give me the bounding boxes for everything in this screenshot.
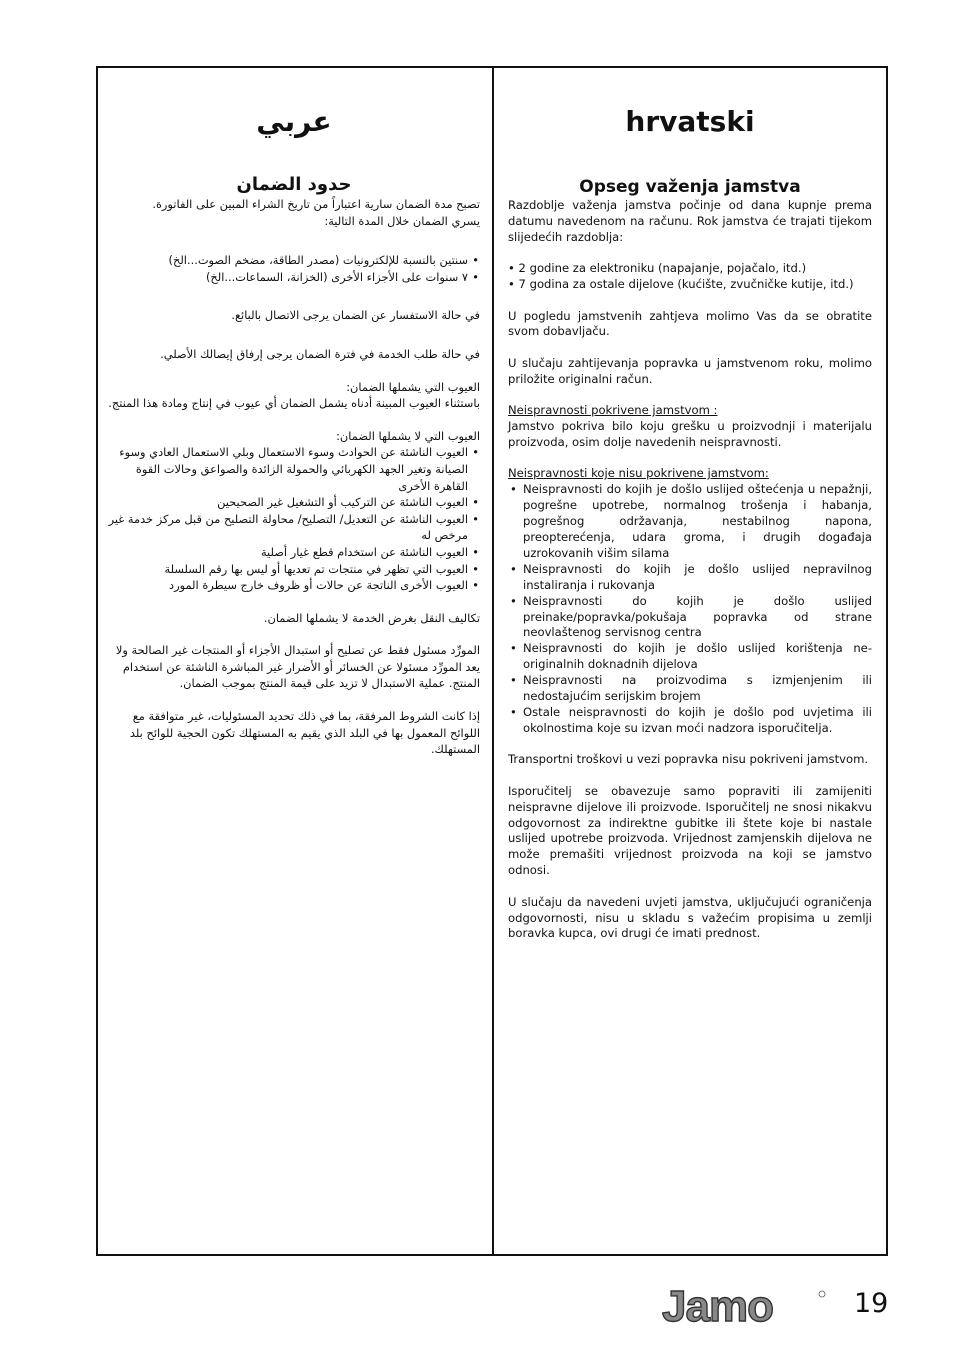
bullet-icon: • [508,277,519,292]
croatian-section-title: Opseg važenja jamstva [579,177,801,197]
croatian-receipt: U slučaju zahtijevanja popravka u jamstvenom roku, molimo priložite originalni račun. [508,355,872,386]
arabic-section-title: حدود الضمان [236,174,352,195]
croatian-covered-heading: Neispravnosti pokrivene jamstvom : [508,403,718,418]
arabic-covered-heading: العيوب التي يشملها الضمان: [346,379,480,394]
arabic-periods-list [108,252,480,285]
arabic-body [108,196,480,758]
warranty-frame [96,66,888,1256]
croatian-not-covered-heading: Neispravnosti koje nisu pokrivene jamstvom: [508,466,769,481]
croatian-column [494,68,888,1254]
bullet-icon: • [508,261,519,276]
croatian-periods-list [508,261,872,293]
arabic-intro-2: يسري الضمان خلال المدة التالية: [324,213,480,228]
croatian-covered-text: Jamstvo pokriva bilo koju grešku u proizvodnji i materijalu proizvoda, osim dolje navedenih neispravnosti. [508,419,872,449]
arabic-intro-1: تصبح مدة الضمان سارية اعتباراً من تاريخ الشراء المبين على الفاتورة. [152,197,480,211]
list-item: • 2 godine za elektroniku (napajanje, pojačalo, itd.) [508,261,807,276]
croatian-conflict: U slučaju da navedeni uvjeti jamstva, uključujući ograničenja odgovornosti, nisu u skladu s važećim propisima u zemlji boravka kupca, ovi drugi će imati prednost. [508,894,872,941]
croatian-body [508,198,872,942]
list-item: • العيوب التي تظهر في منتجات تم تعديها أو ليس بها رقم السلسلة [108,561,480,578]
arabic-conflict: إذا كانت الشروط المرفقة، بما في ذلك تحديد المسئوليات، غير متوافقة مع اللوائح المعمول بها في البلد الذي يقيم به المستهلك تكون الحجية للوائح بلد المستهلك. [129,709,480,757]
list-item: • العيوب الناشئة عن الحوادث وسوء الاستعمال وبلي الاستعمال العادي وسوء الصيانة وتغير الجهد الكهربائي والحمولة الزائدة والصواعق وحالات القوة القاهرة الأخرى [108,444,480,494]
croatian-not-covered-list [508,482,872,737]
list-item: • Neispravnosti do kojih je došlo uslijed korištenja ne-originalnih doknadnih dijelova [508,641,872,673]
arabic-column [98,68,492,1254]
arabic-not-covered-heading: العيوب التي لا يشملها الضمان: [336,428,480,443]
arabic-not-covered-list [108,444,480,593]
croatian-transport: Transportni troškovi u vezi popravka nisu pokriveni jamstvom. [508,752,869,767]
list-item: • سنتين بالنسبة للإلكترونيات (مصدر الطاقة، مضخم الصوت...الخ) [108,252,480,269]
croatian-intro: Razdoblje važenja jamstva počinje od dana kupnje prema datumu navedenom na računu. Rok jamstva će trajati tijekom slijedećih razdoblja: [508,198,872,244]
list-item: • Neispravnosti na proizvodima s izmjenjenim ili nedostajućim serijskim brojem [508,673,872,705]
list-item: • Ostale neispravnosti do kojih je došlo pod uvjetima ili okolnostima koje su izvan moći nadzora isporučitelja. [508,705,872,737]
list-item: • Neispravnosti do kojih je došlo uslijed preinake/popravka/pokušaja popravka od strane neovlaštenog servisnog centra [508,594,872,642]
list-item: • Neispravnosti do kojih je došlo uslijed nepravilnog instaliranja i rukovanja [508,562,872,594]
croatian-supplier: Isporučitelj se obavezuje samo popraviti ili zamijeniti neispravne dijelove ili proizvode. Isporučitelj ne snosi nikakvu odgovornost za indirektne gubitke ili štete koje bi nastale uslijed upotrebe proizvoda. Vrijednost zamjenskih dijelova ne može premašiti vrijednost proizvoda na koji se jamstvo odnosi. [508,783,872,878]
list-item: • ٧ سنوات على الأجزاء الأخرى (الخزانة، السماعات...الخ) [108,269,480,286]
page-number: 19 [854,1288,889,1319]
list-item: • العيوب الأخرى الناتجة عن حالات أو ظروف خارج سيطرة المورد [108,577,480,594]
list-item: • 7 godina za ostale dijelove (kućište, zvučničke kutije, itd.) [508,277,854,292]
arabic-supplier: المورِّد مسئول فقط عن تصليح أو استبدال الأجزاء أو المنتجات غير الصالحة ولا يعد المورِّد مسئولا عن الخسائر أو الأضرار غير المباشرة الناشئة عن استخدام المنتج. عملية الاستبدال لا تزيد على قيمة المنتج بموجب الضمان. [115,643,480,691]
arabic-transport: تكاليف النقل بغرض الخدمة لا يشملها الضمان. [263,610,480,625]
arabic-receipt: في حالة طلب الخدمة في فترة الضمان يرجى إرفاق إيصالك الأصلي. [160,346,480,361]
list-item: • العيوب الناشئة عن التعديل/ التصليح/ محاولة التصليح من قبل مركز خدمة غير مرخص له [108,511,480,544]
arabic-contact: في حالة الاستفسار عن الضمان يرجى الاتصال بالبائع. [231,308,480,323]
croatian-title: hrvatski [625,105,755,138]
arabic-covered-text: باستثناء العيوب المبينة أدناه يشمل الضمان أي عيوب في إنتاج ومادة هذا المنتج. [108,396,480,411]
list-item: • العيوب الناشئة عن استخدام قطع غيار أصلية [108,544,480,561]
arabic-title: عربي [256,105,332,138]
svg-text:Jamo: Jamo [662,1285,773,1327]
jamo-logo [660,1285,830,1327]
list-item: • العيوب الناشئة عن التركيب أو التشغيل غير الصحيحين [108,494,480,511]
croatian-contact: U pogledu jamstvenih zahtjeva molimo Vas da se obratite svom dobavljaču. [508,308,872,339]
list-item: • Neispravnosti do kojih je došlo uslijed oštećenja u nepažnji, pogrešne upotrebe, normalnog trošenja i habanja, pogrešnog održavanja, nestabilnog napona, preopterećenja, udara groma, i drugih događaja uzrokovanih višim silama [508,482,872,562]
